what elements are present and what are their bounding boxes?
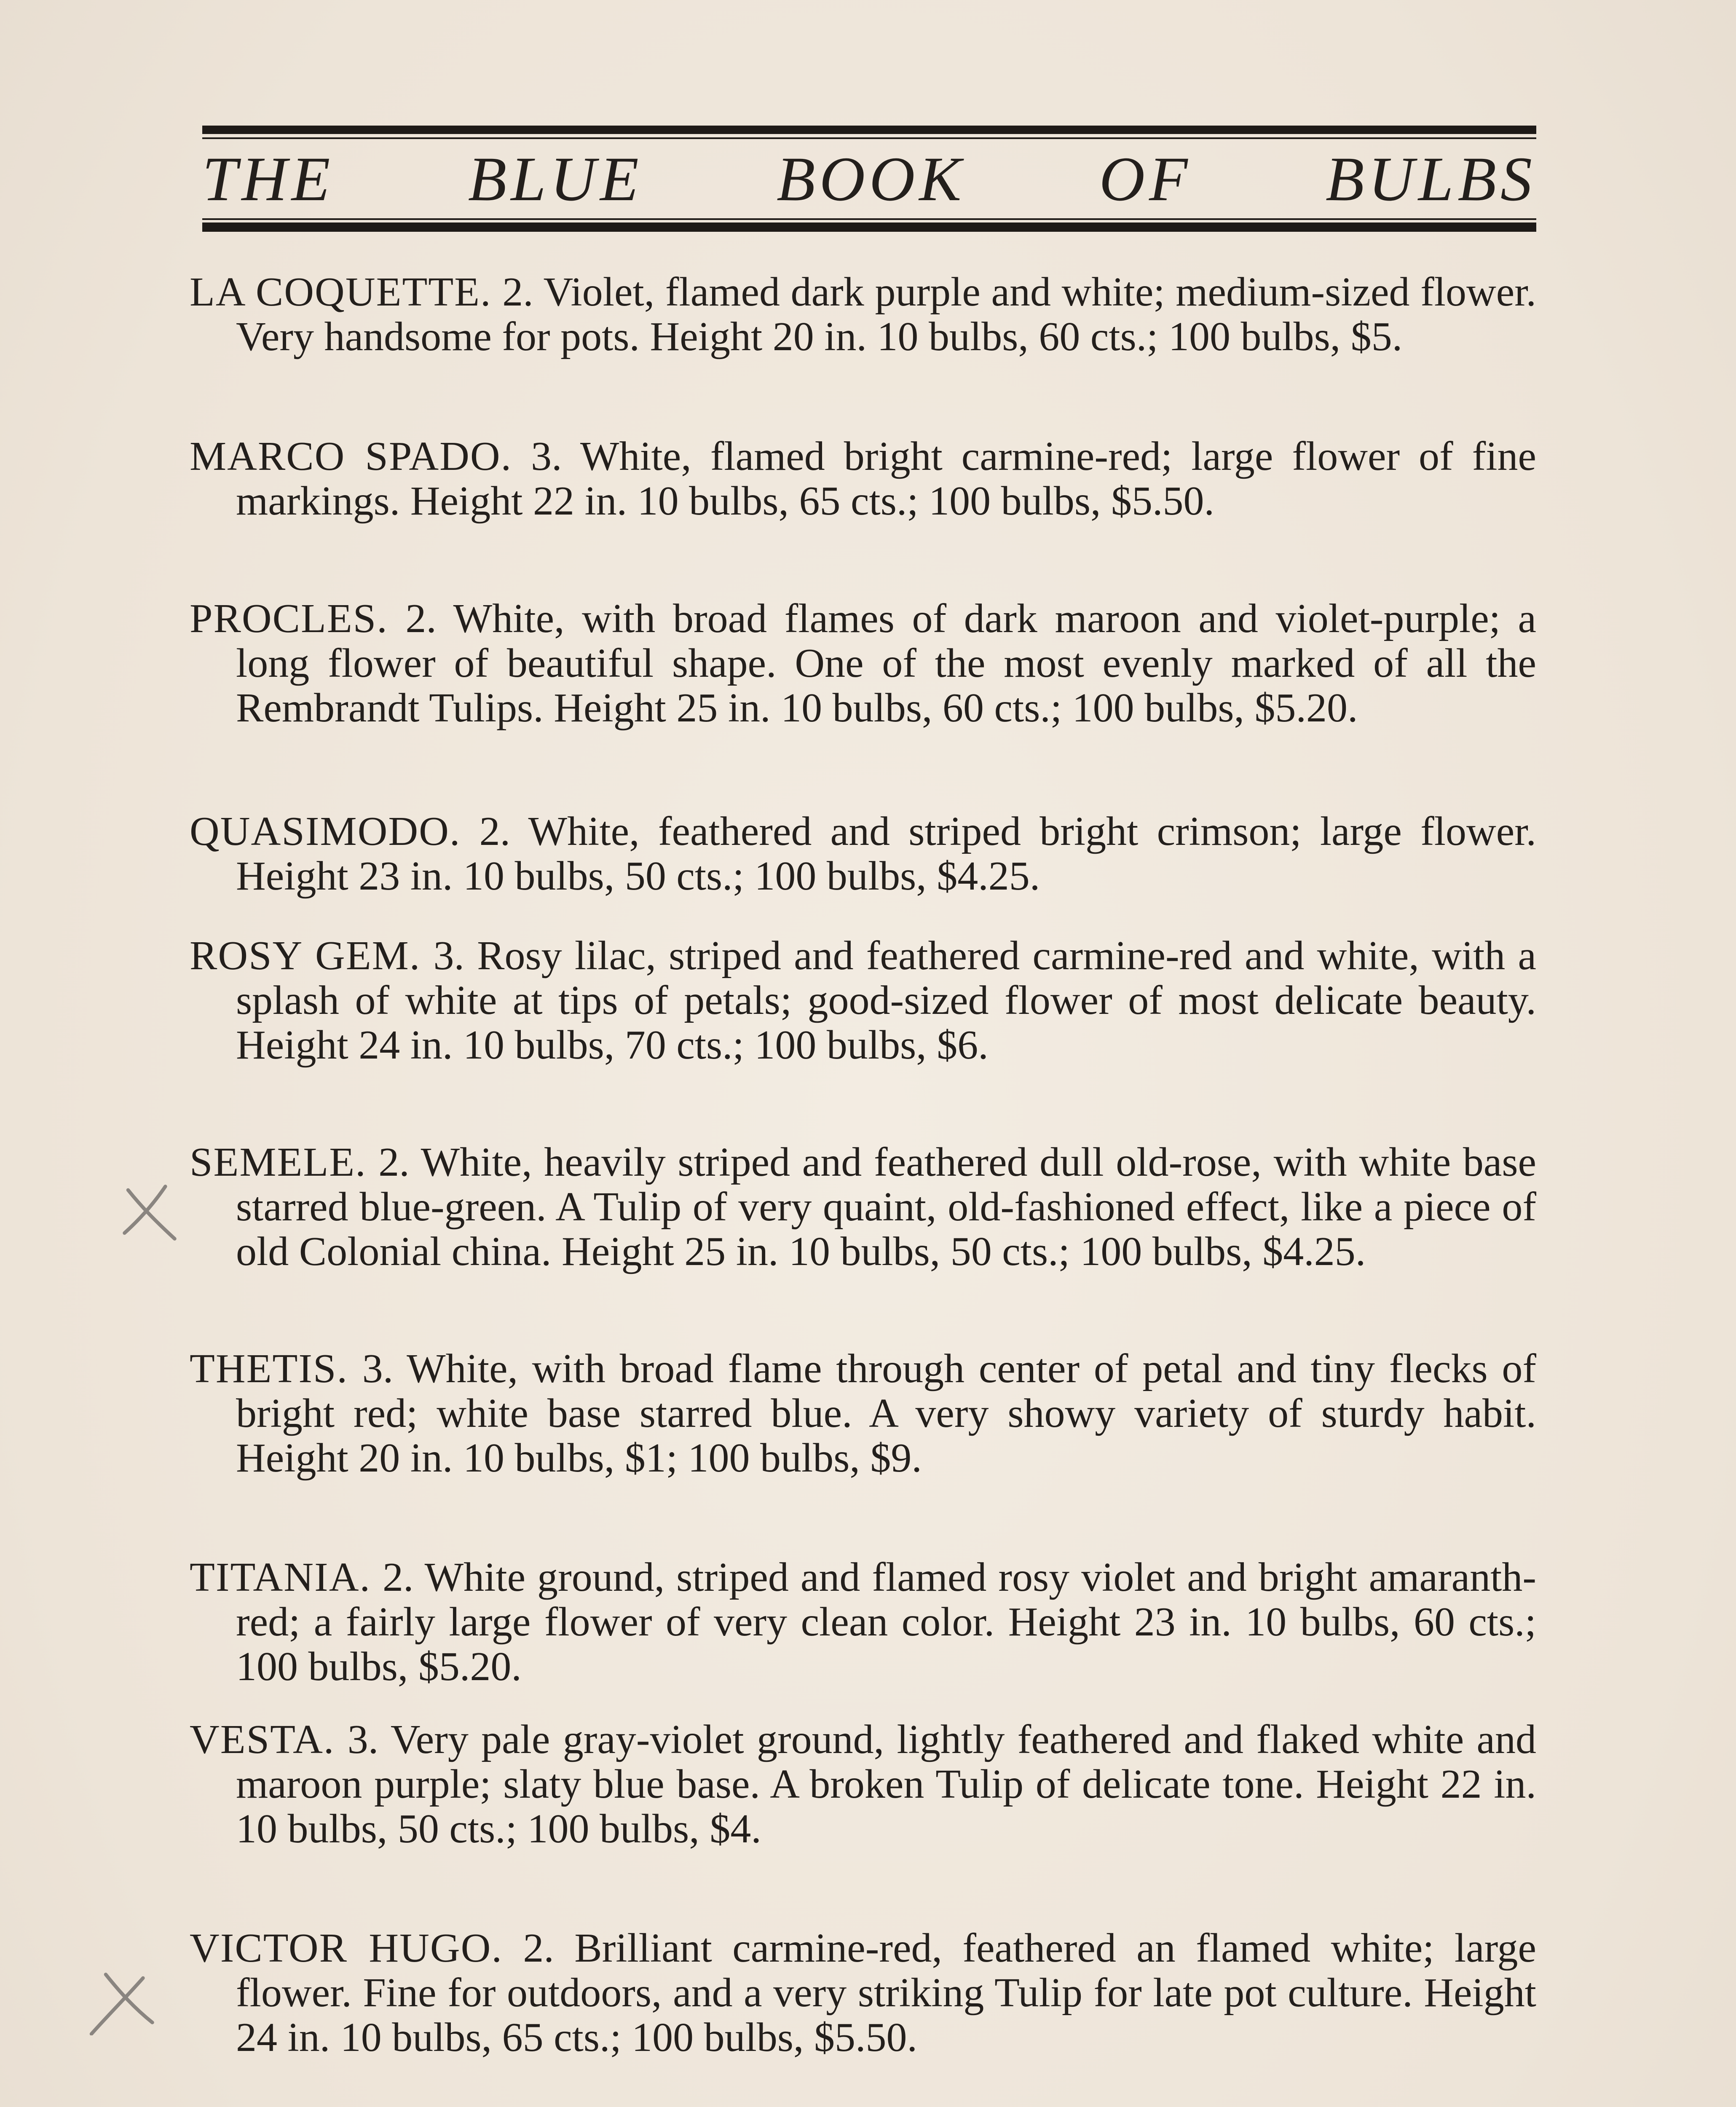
entry-description: 2. White ground, striped and flamed rosy violet and bright amaranth-red; a fairly large flower of very clean color. Height 23 in. 10 bulbs, 60 cts.; 100 bulbs, $5.20.	[236, 1555, 1536, 1689]
tulip-entry	[190, 596, 1536, 730]
header-rule-bottom	[202, 222, 1536, 232]
entry-description: 2. White, feathered and striped bright crimson; large flower. Height 23 in. 10 bulbs, 50 cts.; 100 bulbs, $4.25.	[236, 809, 1537, 899]
header-rule-bottom-thin	[202, 218, 1536, 220]
tulip-entry	[190, 1346, 1536, 1480]
entry-name: LA COQUETTE.	[190, 269, 492, 315]
header-word: THE	[202, 144, 335, 214]
header-word: BOOK	[777, 144, 966, 214]
tulip-entry	[190, 1140, 1536, 1274]
entry-description: 2. White, heavily striped and feathered dull old-rose, with white base starred blue-green. A Tulip of very quaint, old-fashioned effect, like a piece of old Colonial china. Height 25 in. 10 bulbs, 50 cts.; 100 bulbs, $4.25.	[236, 1139, 1536, 1274]
entry-description: 3. Rosy lilac, striped and feathered carmine-red and white, with a splash of white at tips of petals; good-sized flower of most delicate beauty. Height 24 in. 10 bulbs, 70 cts.; 100 bulbs, $6.	[236, 933, 1536, 1068]
tulip-entry	[190, 933, 1536, 1067]
entry-name: THETIS.	[190, 1346, 348, 1391]
entry-name: MARCO SPADO.	[190, 434, 512, 479]
entry-name: QUASIMODO.	[190, 809, 461, 854]
entry-name: SEMELE.	[190, 1139, 367, 1185]
header-rule-top	[202, 126, 1536, 134]
pencil-x-mark-icon	[114, 1176, 185, 1247]
tulip-entry	[190, 434, 1536, 523]
entry-description: 2. Violet, flamed dark purple and white; medium-sized flower. Very handsome for pots. Height 20 in. 10 bulbs, 60 cts.; 100 bulbs, $5.	[236, 269, 1537, 359]
entry-description: 3. Very pale gray-violet ground, lightly feathered and flaked white and maroon purple; slaty blue base. A broken Tulip of delicate tone. Height 22 in. 10 bulbs, 50 cts.; 100 bulbs, $4.	[236, 1717, 1537, 1852]
entry-name: TITANIA.	[190, 1555, 371, 1600]
entry-name: VESTA.	[190, 1717, 335, 1762]
entry-name: PROCLES.	[190, 596, 388, 641]
entry-description: 2. White, with broad flames of dark maroon and violet-purple; a long flower of beautiful shape. One of the most evenly marked of all the Rembrandt Tulips. Height 25 in. 10 bulbs, 60 cts.; 100 bulbs, $5.20.	[236, 596, 1537, 731]
header-word: BULBS	[1325, 144, 1536, 214]
entry-name: ROSY GEM.	[190, 933, 421, 978]
pencil-x-mark-icon	[84, 1964, 156, 2035]
entry-name: VICTOR HUGO.	[190, 1925, 503, 1971]
tulip-entry	[190, 809, 1536, 898]
tulip-entry	[190, 1926, 1536, 2060]
entry-description: 3. White, with broad flame through center of petal and tiny flecks of bright red; white base starred blue. A very showy variety of sturdy habit. Height 20 in. 10 bulbs, $1; 100 bulbs, $9.	[236, 1346, 1536, 1481]
tulip-entry	[190, 270, 1536, 359]
tulip-entry	[190, 1555, 1536, 1689]
tulip-entry	[190, 1717, 1536, 1851]
running-header	[202, 143, 1536, 215]
entry-description: 3. White, flamed bright carmine-red; large flower of fine markings. Height 22 in. 10 bulbs, 65 cts.; 100 bulbs, $5.50.	[236, 434, 1536, 524]
header-word: OF	[1099, 144, 1192, 214]
header-rule-top-thin	[202, 137, 1536, 139]
entry-description: 2. Brilliant carmine-red, feathered an flamed white; large flower. Fine for outdoors, and a very striking Tulip for late pot culture. Height 24 in. 10 bulbs, 65 cts.; 100 bulbs, $5.50.	[236, 1925, 1537, 2060]
header-word: BLUE	[468, 144, 643, 214]
